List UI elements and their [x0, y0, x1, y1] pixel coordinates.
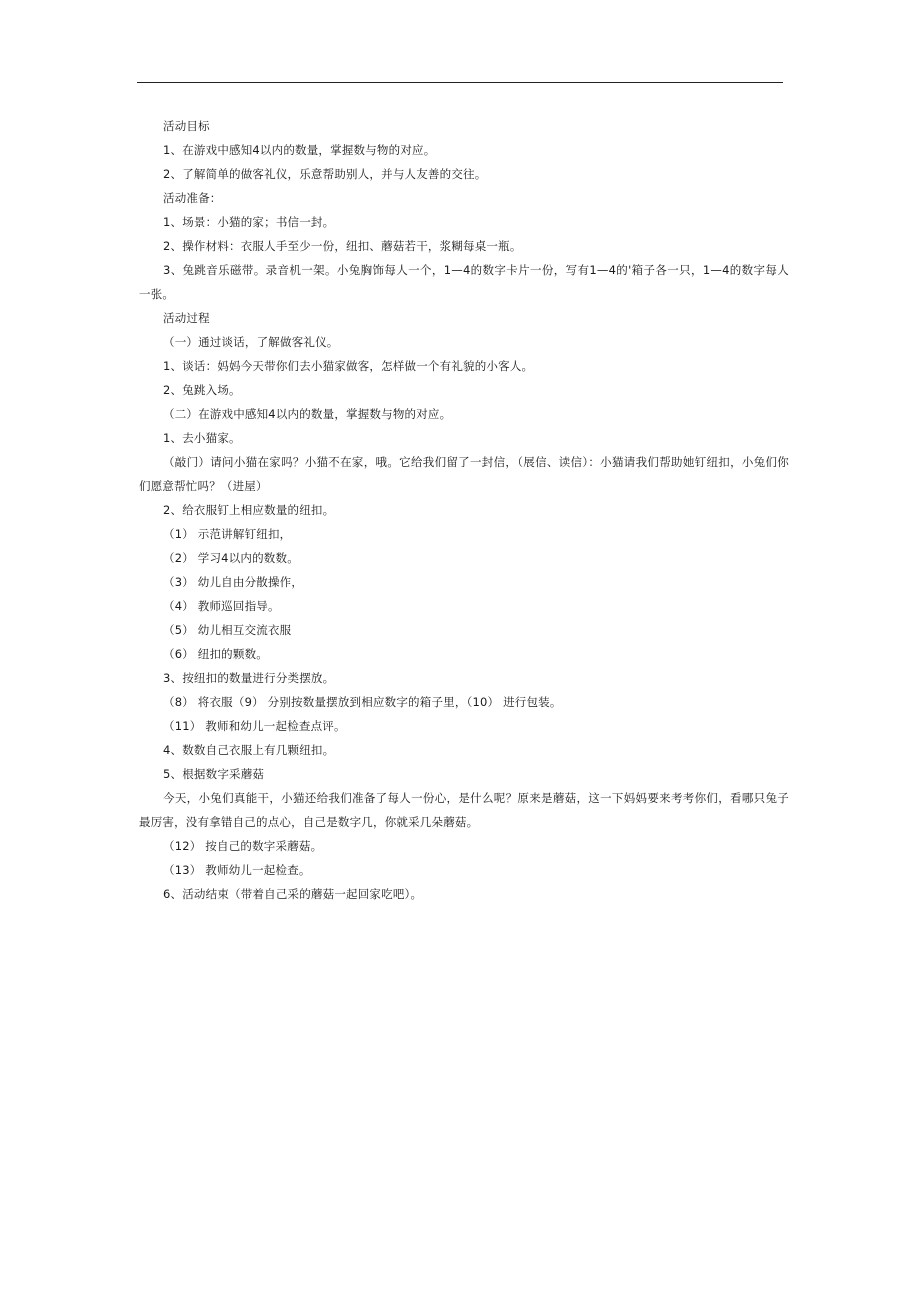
process-step: 1、去小猫家。: [163, 431, 241, 445]
document-body: [139, 114, 789, 906]
process-step: 5、根据数字采蘑菇: [163, 767, 265, 781]
goal-item-2: 2、了解简单的做客礼仪，乐意帮助别人，并与人友善的交往。: [163, 167, 487, 181]
goal-item-1: 1、在游戏中感知4以内的数量，掌握数与物的对应。: [163, 143, 436, 157]
section-heading-process: 活动过程: [163, 311, 210, 325]
process-part-2: （二）在游戏中感知4以内的数量，掌握数与物的对应。: [163, 407, 452, 421]
header-rule: [137, 82, 783, 83]
section-heading-preparation: 活动准备：: [163, 191, 222, 205]
process-step: 2、给衣服钉上相应数量的纽扣。: [163, 503, 335, 517]
prep-item-3: 3、兔跳音乐磁带。录音机一架。小兔胸饰每人一个，1—4的数字卡片一份，写有1—4的'箱子各一只，1—4的数字每人一张。: [139, 263, 789, 301]
substep-item: （11） 教师和幼儿一起检查点评。: [163, 719, 346, 733]
substep-item: （4） 教师巡回指导。: [163, 599, 280, 613]
process-step: 6、活动结束（带着自己采的蘑菇一起回家吃吧）。: [163, 887, 423, 901]
process-step: 1、谈话：妈妈今天带你们去小猫家做客，怎样做一个有礼貌的小客人。: [163, 359, 534, 373]
process-step: 3、按纽扣的数量进行分类摆放。: [163, 671, 335, 685]
substep-item: （13） 教师幼儿一起检查。: [163, 863, 311, 877]
substep-item: （2） 学习4以内的数数。: [163, 551, 299, 565]
substep-item: （1） 示范讲解钉纽扣，: [163, 527, 292, 541]
section-heading-goals: 活动目标: [163, 119, 210, 133]
substep-item: （8） 将衣服（9） 分别按数量摆放到相应数字的箱子里，（10） 进行包装。: [163, 695, 562, 709]
process-step: 4、数数自己衣服上有几颗纽扣。: [163, 743, 335, 757]
prep-item-1: 1、场景：小猫的家；书信一封。: [163, 215, 335, 229]
substep-item: （6） 纽扣的颗数。: [163, 647, 268, 661]
process-step: 2、兔跳入场。: [163, 383, 241, 397]
prep-item-2: 2、操作材料：衣服人手至少一份，纽扣、蘑菇若干，浆糊每桌一瓶。: [163, 239, 522, 253]
process-part-1: （一）通过谈话，了解做客礼仪。: [163, 335, 339, 349]
substep-item: （3） 幼儿自由分散操作，: [163, 575, 304, 589]
substep-item: （12） 按自己的数字采蘑菇。: [163, 839, 323, 853]
substep-item: （5） 幼儿相互交流衣服: [163, 623, 292, 637]
process-paragraph: 今天，小兔们真能干，小猫还给我们准备了每人一份心，是什么呢？原来是蘑菇，这一下妈妈要来考考你们，看哪只兔子最厉害，没有拿错自己的点心，自己是数字几，你就采几朵蘑菇。: [139, 791, 789, 829]
process-paragraph: （敲门）请问小猫在家吗？小猫不在家，哦。它给我们留了一封信，（展信、读信）：小猫请我们帮助她钉纽扣，小兔们你们愿意帮忙吗？（进屋）: [139, 455, 789, 493]
